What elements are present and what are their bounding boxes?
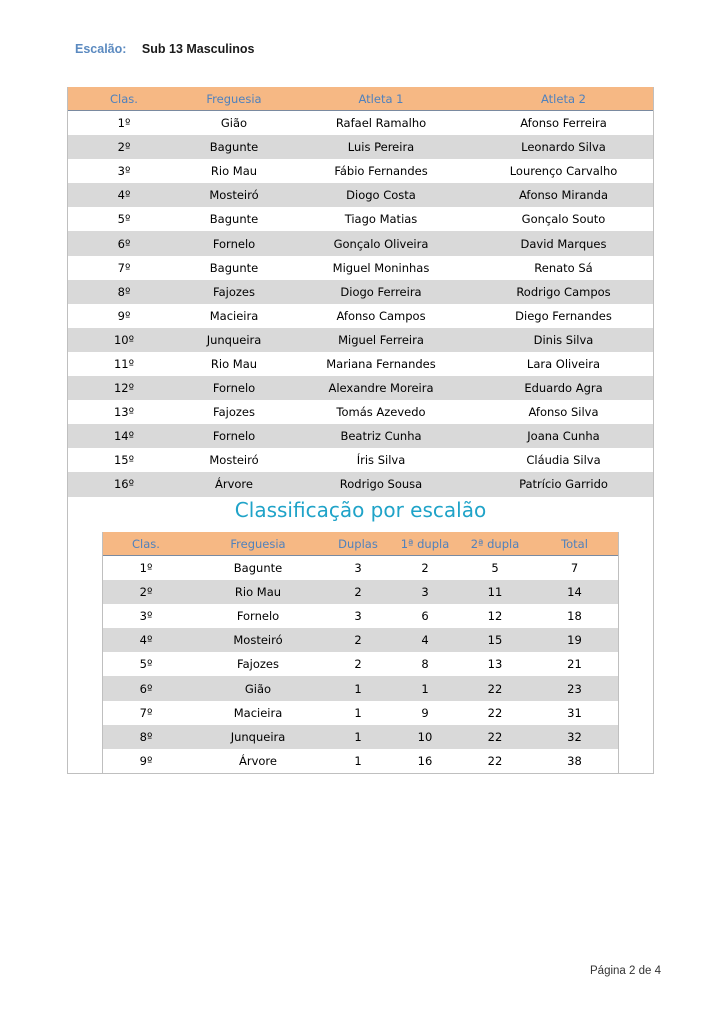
table-row bbox=[102, 676, 619, 700]
table-row bbox=[102, 580, 619, 604]
2a-dupla-cell: 11 bbox=[460, 580, 530, 604]
table-row bbox=[68, 304, 653, 328]
atleta-2-cell: Dinis Silva bbox=[474, 328, 653, 352]
table-row bbox=[68, 328, 653, 352]
atleta-1-cell: Mariana Fernandes bbox=[288, 352, 474, 376]
atleta-2-cell: Gonçalo Souto bbox=[474, 207, 653, 231]
table-row bbox=[68, 111, 653, 136]
clas-cell: 2º bbox=[102, 580, 190, 604]
ranking-table bbox=[102, 532, 619, 773]
clas-cell: 3º bbox=[68, 159, 180, 183]
atleta-2-cell: Rodrigo Campos bbox=[474, 280, 653, 304]
table-row bbox=[68, 207, 653, 231]
1a-dupla-cell: 2 bbox=[390, 556, 460, 581]
atleta-1-cell: Miguel Moninhas bbox=[288, 256, 474, 280]
freguesia-cell: Árvore bbox=[190, 749, 326, 773]
atleta-2-cell: Cláudia Silva bbox=[474, 448, 653, 472]
1a-dupla-cell: 4 bbox=[390, 628, 460, 652]
total-cell: 21 bbox=[530, 652, 619, 676]
header-atleta-2: Atleta 2 bbox=[474, 87, 653, 111]
freguesia-cell: Junqueira bbox=[190, 725, 326, 749]
2a-dupla-cell: 5 bbox=[460, 556, 530, 581]
atleta-2-cell: Lourenço Carvalho bbox=[474, 159, 653, 183]
table-row bbox=[102, 701, 619, 725]
1a-dupla-cell: 8 bbox=[390, 652, 460, 676]
total-cell: 7 bbox=[530, 556, 619, 581]
table-row bbox=[102, 628, 619, 652]
atleta-2-cell: Leonardo Silva bbox=[474, 135, 653, 159]
ranking-table-body bbox=[102, 556, 619, 773]
table-row bbox=[68, 472, 653, 496]
table-row bbox=[68, 183, 653, 207]
header-clas: Clas. bbox=[102, 532, 190, 556]
header-duplas: Duplas bbox=[326, 532, 390, 556]
escalao-label: Escalão: bbox=[75, 42, 127, 56]
header-atleta-1: Atleta 1 bbox=[288, 87, 474, 111]
duplas-cell: 1 bbox=[326, 676, 390, 700]
freguesia-cell: Bagunte bbox=[180, 135, 288, 159]
freguesia-cell: Fajozes bbox=[180, 280, 288, 304]
2a-dupla-cell: 22 bbox=[460, 749, 530, 773]
atleta-1-cell: Luis Pereira bbox=[288, 135, 474, 159]
table-row bbox=[68, 448, 653, 472]
2a-dupla-cell: 12 bbox=[460, 604, 530, 628]
header-freguesia: Freguesia bbox=[180, 87, 288, 111]
freguesia-cell: Bagunte bbox=[180, 207, 288, 231]
header-freguesia: Freguesia bbox=[190, 532, 326, 556]
table-row bbox=[68, 352, 653, 376]
atleta-2-cell: Lara Oliveira bbox=[474, 352, 653, 376]
header-total: Total bbox=[530, 532, 619, 556]
table-row bbox=[68, 400, 653, 424]
total-cell: 19 bbox=[530, 628, 619, 652]
atleta-2-cell: Afonso Miranda bbox=[474, 183, 653, 207]
1a-dupla-cell: 3 bbox=[390, 580, 460, 604]
freguesia-cell: Gião bbox=[180, 111, 288, 136]
clas-cell: 3º bbox=[102, 604, 190, 628]
pairs-table-header bbox=[68, 87, 653, 111]
freguesia-cell: Fornelo bbox=[180, 231, 288, 255]
freguesia-cell: Mosteiró bbox=[180, 448, 288, 472]
clas-cell: 7º bbox=[68, 256, 180, 280]
atleta-1-cell: Íris Silva bbox=[288, 448, 474, 472]
table-row bbox=[102, 749, 619, 773]
atleta-1-cell: Fábio Fernandes bbox=[288, 159, 474, 183]
freguesia-cell: Mosteiró bbox=[180, 183, 288, 207]
clas-cell: 2º bbox=[68, 135, 180, 159]
total-cell: 18 bbox=[530, 604, 619, 628]
atleta-1-cell: Afonso Campos bbox=[288, 304, 474, 328]
header-1a-dupla: 1ª dupla bbox=[390, 532, 460, 556]
freguesia-cell: Fornelo bbox=[190, 604, 326, 628]
section-title: Classificação por escalão bbox=[234, 498, 487, 522]
clas-cell: 5º bbox=[102, 652, 190, 676]
table-row bbox=[102, 725, 619, 749]
clas-cell: 7º bbox=[102, 701, 190, 725]
clas-cell: 6º bbox=[68, 231, 180, 255]
freguesia-cell: Gião bbox=[190, 676, 326, 700]
2a-dupla-cell: 22 bbox=[460, 701, 530, 725]
clas-cell: 16º bbox=[68, 472, 180, 496]
header-2a-dupla: 2ª dupla bbox=[460, 532, 530, 556]
clas-cell: 11º bbox=[68, 352, 180, 376]
atleta-2-cell: Eduardo Agra bbox=[474, 376, 653, 400]
atleta-2-cell: Joana Cunha bbox=[474, 424, 653, 448]
atleta-1-cell: Gonçalo Oliveira bbox=[288, 231, 474, 255]
atleta-1-cell: Beatriz Cunha bbox=[288, 424, 474, 448]
freguesia-cell: Rio Mau bbox=[180, 352, 288, 376]
atleta-2-cell: David Marques bbox=[474, 231, 653, 255]
duplas-cell: 2 bbox=[326, 580, 390, 604]
atleta-1-cell: Tiago Matias bbox=[288, 207, 474, 231]
table-row bbox=[68, 256, 653, 280]
results-panel bbox=[67, 87, 654, 774]
table-row bbox=[68, 231, 653, 255]
2a-dupla-cell: 22 bbox=[460, 676, 530, 700]
1a-dupla-cell: 6 bbox=[390, 604, 460, 628]
atleta-2-cell: Patrício Garrido bbox=[474, 472, 653, 496]
freguesia-cell: Bagunte bbox=[190, 556, 326, 581]
total-cell: 38 bbox=[530, 749, 619, 773]
clas-cell: 13º bbox=[68, 400, 180, 424]
freguesia-cell: Bagunte bbox=[180, 256, 288, 280]
atleta-1-cell: Diogo Ferreira bbox=[288, 280, 474, 304]
freguesia-cell: Rio Mau bbox=[190, 580, 326, 604]
atleta-1-cell: Rafael Ramalho bbox=[288, 111, 474, 136]
atleta-2-cell: Renato Sá bbox=[474, 256, 653, 280]
clas-cell: 10º bbox=[68, 328, 180, 352]
table-row bbox=[102, 652, 619, 676]
header-clas: Clas. bbox=[68, 87, 180, 111]
escalao-value: Sub 13 Masculinos bbox=[141, 42, 255, 56]
freguesia-cell: Árvore bbox=[180, 472, 288, 496]
freguesia-cell: Mosteiró bbox=[190, 628, 326, 652]
clas-cell: 12º bbox=[68, 376, 180, 400]
table-row bbox=[68, 376, 653, 400]
atleta-1-cell: Miguel Ferreira bbox=[288, 328, 474, 352]
clas-cell: 8º bbox=[68, 280, 180, 304]
clas-cell: 6º bbox=[102, 676, 190, 700]
duplas-cell: 1 bbox=[326, 701, 390, 725]
atleta-1-cell: Alexandre Moreira bbox=[288, 376, 474, 400]
table-row bbox=[102, 556, 619, 581]
2a-dupla-cell: 22 bbox=[460, 725, 530, 749]
table-row bbox=[102, 604, 619, 628]
page-header bbox=[75, 42, 254, 56]
clas-cell: 9º bbox=[68, 304, 180, 328]
freguesia-cell: Fajozes bbox=[190, 652, 326, 676]
2a-dupla-cell: 15 bbox=[460, 628, 530, 652]
1a-dupla-cell: 10 bbox=[390, 725, 460, 749]
clas-cell: 1º bbox=[68, 111, 180, 136]
clas-cell: 4º bbox=[102, 628, 190, 652]
freguesia-cell: Macieira bbox=[180, 304, 288, 328]
clas-cell: 14º bbox=[68, 424, 180, 448]
total-cell: 32 bbox=[530, 725, 619, 749]
duplas-cell: 1 bbox=[326, 725, 390, 749]
freguesia-cell: Macieira bbox=[190, 701, 326, 725]
freguesia-cell: Fornelo bbox=[180, 424, 288, 448]
duplas-cell: 1 bbox=[326, 749, 390, 773]
freguesia-cell: Rio Mau bbox=[180, 159, 288, 183]
total-cell: 14 bbox=[530, 580, 619, 604]
clas-cell: 5º bbox=[68, 207, 180, 231]
freguesia-cell: Fornelo bbox=[180, 376, 288, 400]
atleta-1-cell: Tomás Azevedo bbox=[288, 400, 474, 424]
clas-cell: 9º bbox=[102, 749, 190, 773]
atleta-2-cell: Afonso Silva bbox=[474, 400, 653, 424]
clas-cell: 1º bbox=[102, 556, 190, 581]
clas-cell: 8º bbox=[102, 725, 190, 749]
clas-cell: 4º bbox=[68, 183, 180, 207]
table-row bbox=[68, 159, 653, 183]
pairs-table bbox=[68, 87, 653, 497]
duplas-cell: 3 bbox=[326, 556, 390, 581]
1a-dupla-cell: 9 bbox=[390, 701, 460, 725]
clas-cell: 15º bbox=[68, 448, 180, 472]
atleta-1-cell: Rodrigo Sousa bbox=[288, 472, 474, 496]
duplas-cell: 2 bbox=[326, 628, 390, 652]
pairs-table-body bbox=[68, 111, 653, 497]
freguesia-cell: Fajozes bbox=[180, 400, 288, 424]
1a-dupla-cell: 1 bbox=[390, 676, 460, 700]
page-number: Página 2 de 4 bbox=[590, 965, 661, 977]
atleta-1-cell: Diogo Costa bbox=[288, 183, 474, 207]
duplas-cell: 2 bbox=[326, 652, 390, 676]
duplas-cell: 3 bbox=[326, 604, 390, 628]
table-row bbox=[68, 135, 653, 159]
table-row bbox=[68, 424, 653, 448]
total-cell: 31 bbox=[530, 701, 619, 725]
atleta-2-cell: Diego Fernandes bbox=[474, 304, 653, 328]
ranking-table-header bbox=[102, 532, 619, 556]
1a-dupla-cell: 16 bbox=[390, 749, 460, 773]
table-row bbox=[68, 280, 653, 304]
2a-dupla-cell: 13 bbox=[460, 652, 530, 676]
atleta-2-cell: Afonso Ferreira bbox=[474, 111, 653, 136]
total-cell: 23 bbox=[530, 676, 619, 700]
freguesia-cell: Junqueira bbox=[180, 328, 288, 352]
